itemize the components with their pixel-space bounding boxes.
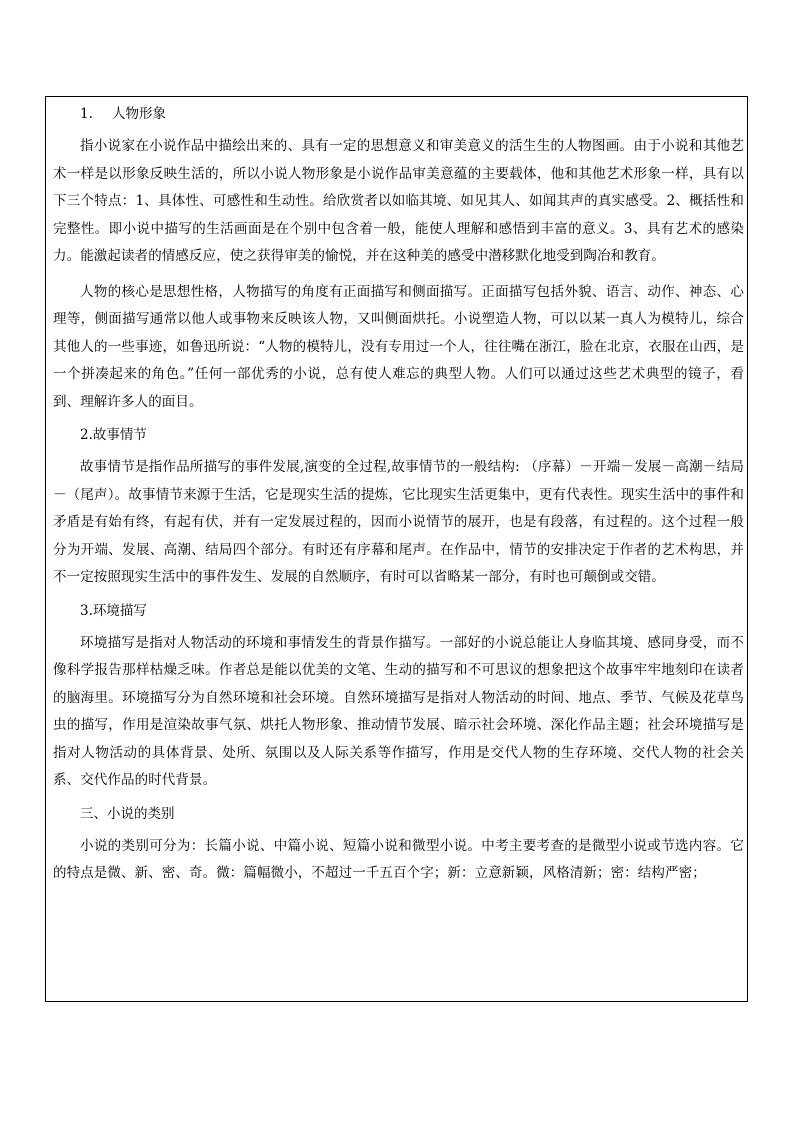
paragraph: 环境描写是指对人物活动的环境和事情发生的背景作描写。一部好的小说总能让人身临其境、感同身受，而不像科学报告那样枯燥乏味。作者总是能以优美的文笔、生动的描写和不可思议的想象把这个故事牢牢地刻印在读者的脑海里。环境描写分为自然环境和社会环境。自然环境描写是指对人物活动的时间、地点、季节、气候及花草鸟虫的描写，作用是渲染故事气氛、烘托人物形象、推动情节发展、暗示社会环境、深化作品主题；社会环境描写是指对人物活动的具体背景、处所、氛围以及人际关系等作描写，作用是交代人物的生存环境、交代人物的社会关系、交代作品的时代背景。: [53, 634, 744, 788]
document-frame: [45, 96, 748, 1002]
section-heading: [53, 424, 744, 446]
paragraph: 小说的类别可分为：长篇小说、中篇小说、短篇小说和微型小说。中考主要考查的是微型小说或节选内容。它的特点是微、新、密、奇。微：篇幅微小，不超过一千五百个字；新：立意新颖，风格清新；密：结构严密；: [53, 837, 744, 881]
section-heading: [53, 600, 744, 622]
heading-text: 3.环境描写: [80, 602, 147, 619]
section-categories: [53, 803, 744, 888]
heading-text: 三、小说的类别: [80, 805, 175, 822]
section-heading: [53, 103, 744, 125]
paragraph: 指小说家在小说作品中描绘出来的、具有一定的思想意义和审美意义的活生生的人物图画。由于小说和其他艺术一样是以形象反映生活的，所以小说人物形象是小说作品审美意蕴的主要载体，他和其他艺术形象一样，具有以下三个特点：1、具体性、可感性和生动性。给欣赏者以如临其境、如见其人、如闻其声的真实感受。2、概括性和完整性。即小说中描写的生活画面是在个别中包含着一般，能使人理解和感悟到丰富的意义。3、具有艺术的感染力。能激起读者的情感反应，使之获得审美的愉悦，并在这种美的感受中潜移默化地受到陶冶和教育。: [53, 138, 744, 264]
heading-number: 1.: [80, 106, 93, 122]
section-environment: [53, 600, 744, 795]
heading-text: 2.故事情节: [80, 427, 147, 443]
paragraph: 故事情节是指作品所描写的事件发展,演变的全过程,故事情节的一般结构: （序幕）－开端－发展－高潮－结局－（尾声）。故事情节来源于生活，它是现实生活的提炼，它比现实生活更集中，更有代表性。现实生活中的事件和矛盾是有始有终，有起有伏，并有一定发展过程的，因而小说情节的展开，也是有段落，有过程的。这个过程一般分为开端、发展、高潮、结局四个部分。有时还有序幕和尾声。在作品中，情节的安排决定于作者的艺术构思，并不一定按照现实生活中的事件发生、发展的自然顺序，有时可以省略某一部分，有时也可颠倒或交错。: [53, 459, 744, 585]
heading-text: 人物形象: [112, 106, 166, 122]
section-plot: [53, 424, 744, 592]
section-heading: [53, 803, 744, 825]
paragraph: 人物的核心是思想性格，人物描写的角度有正面描写和侧面描写。正面描写包括外貌、语言、动作、神态、心理等，侧面描写通常以他人或事物来反映该人物，又叫侧面烘托。小说塑造人物，可以以某一真人为模特儿，综合其他人的一些事迹，如鲁迅所说：“人物的模特儿，没有专用过一个人，往往嘴在浙江，脸在北京，衣服在山西，是一个拼凑起来的角色。”任何一部优秀的小说，总有使人难忘的典型人物。人们可以通过这些艺术典型的镜子，看到、理解许多人的面目。: [53, 283, 744, 410]
section-character: [53, 103, 744, 416]
